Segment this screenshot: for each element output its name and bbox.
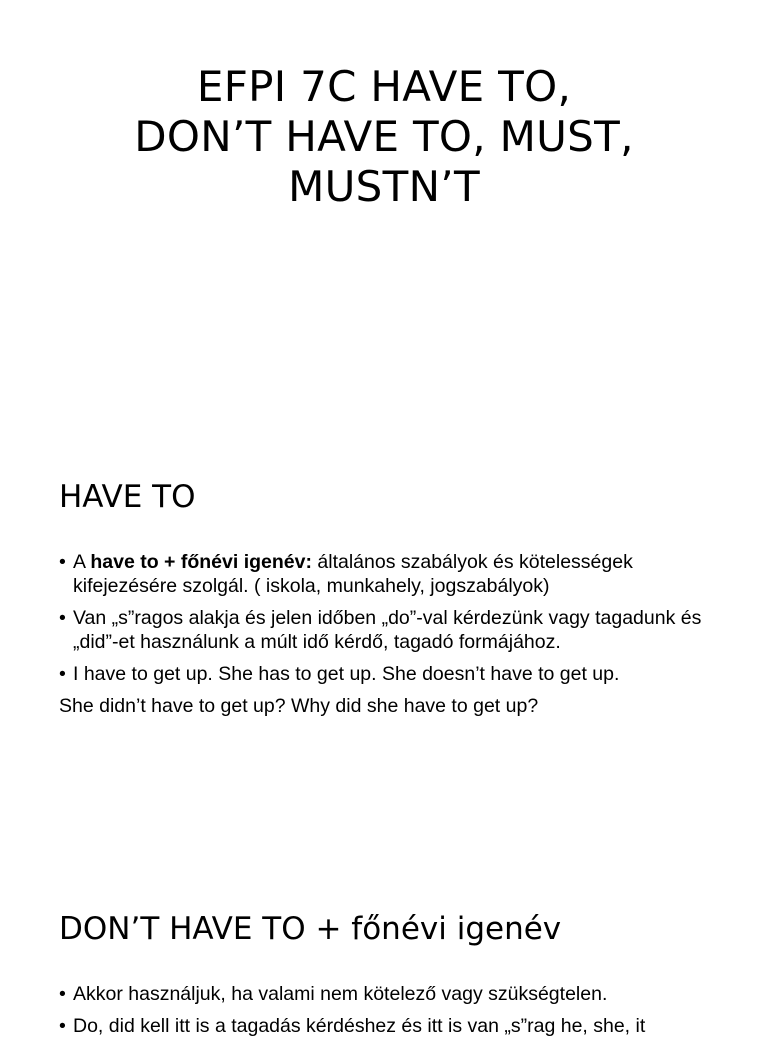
title-line-2: DON’T HAVE TO, MUST,	[134, 112, 634, 161]
bullet-item: • Akkor használjuk, ha valami nem kötelező vagy szükségtelen.	[59, 982, 719, 1006]
slide-heading: DON’T HAVE TO + főnévi igenév	[59, 911, 562, 947]
title-line-1: EFPI 7C HAVE TO,	[196, 62, 572, 111]
bullet-item: • Van „s”ragos alakja és jelen időben „do”-val kérdezünk vagy tagadunk és „did”-et használunk a múlt idő kérdő, tagadó formájához.	[59, 606, 719, 654]
bullet-rest: általános szabályok és kötelességek kifejezésére szolgál. ( iskola, munkahely, jogszabályok)	[73, 551, 633, 597]
title-slide	[0, 0, 768, 432]
bullet-lead: A	[73, 551, 91, 573]
bullet-item: • I have to get up. She has to get up. She doesn’t have to get up.	[59, 662, 719, 686]
bullet-item	[59, 550, 719, 598]
have-to-slide	[0, 432, 768, 864]
example-line: She didn’t have to get up? Why did she have to get up?	[59, 695, 539, 717]
slide-heading: HAVE TO	[59, 479, 196, 515]
slide-title	[60, 62, 708, 212]
dont-have-to-slide	[0, 864, 768, 1037]
slide-body	[59, 982, 719, 1046]
slide-body	[59, 550, 719, 718]
bullet-item: • Do, did kell itt is a tagadás kérdéshez és itt is van „s”rag he, she, it	[59, 1014, 719, 1038]
bullet-bold-term: have to + főnévi igenév:	[90, 551, 312, 573]
title-line-3: MUSTN’T	[288, 162, 480, 211]
